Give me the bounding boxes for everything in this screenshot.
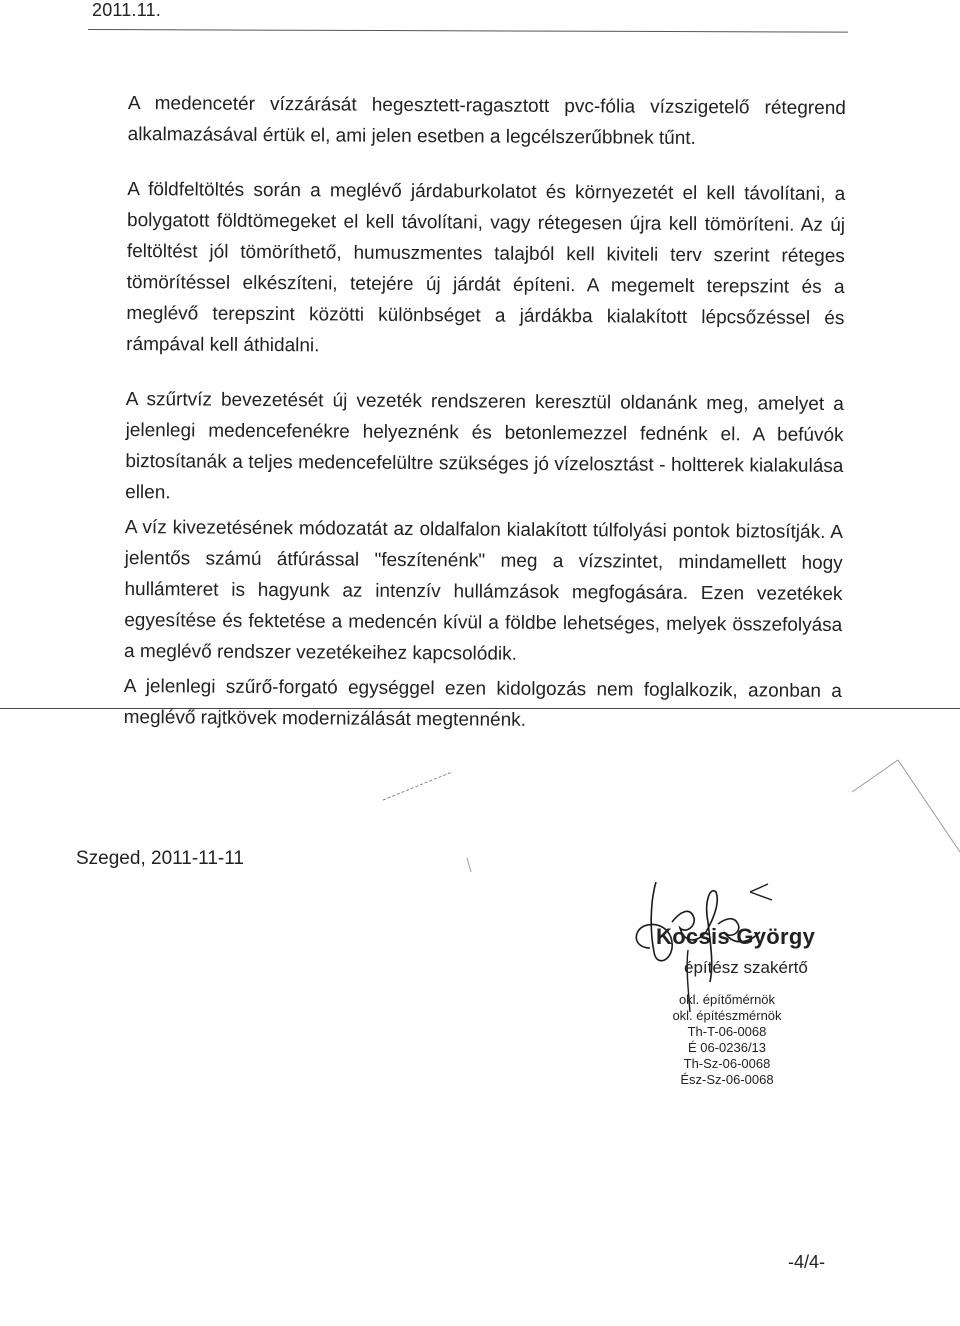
engineer-stamp xyxy=(590,850,830,1100)
credential-line: okl. építőmérnök xyxy=(678,992,776,1007)
stamp-credentials xyxy=(642,992,812,1088)
stamp-title: építész szakértő xyxy=(684,958,808,977)
paragraph-earth-filling: A földfeltöltés során a meglévő járdaburkolatot és környezetét el kell távolítani, a bolygatott földtömegeket el kell távolítani, vagy rétegesen újra kell tömöríteni. Az új feltöltést jól tömöríthető, humuszmentes talajból kell kiviteli terv szerint réteges tömörítéssel elkészíteni, tetejére új járdát építeni. A megemelt terepszint és a meglévő terepszint közötti különbséget a járdákba kialakított lépcsőzéssel és rámpával kell áthidalni. xyxy=(126,178,846,357)
separator-rule xyxy=(0,708,960,709)
paragraph-filter-unit: A jelenlegi szűrő-forgató egységgel ezen kidolgozás nem foglalkozik, azonban a meglévő rajtkövek modernizálását megtennénk. xyxy=(123,675,842,731)
page-number: -4/4- xyxy=(788,1252,826,1272)
body-text xyxy=(123,88,846,762)
header-rule xyxy=(88,29,848,33)
credential-line: É 06-0236/13 xyxy=(687,1040,767,1055)
stamp-name: Kocsis György xyxy=(656,924,816,949)
credential-line: Th-Sz-06-0068 xyxy=(683,1056,771,1071)
paragraph-water-outlet: A víz kivezetésének módozatát az oldalfalon kialakított túlfolyási pontok biztosítják. A jelentős számú átfúrással "feszítenénk" meg a vízszintet, mindamellett hogy hullámteret is hagyunk az intenzív hullámzások megfogására. Ezen vezetékek egyesítése és fektetése a medencén kívül a földbe lehetséges, melyek összefolyása a meglévő rendszer vezetékeihez kapcsolódik. xyxy=(123,516,843,665)
paragraph-pool-waterproofing: A medencetér vízzárását hegesztett-ragasztott pvc-fólia vízszigetelő rétegrend alkalmazásával értük el, ami jelen esetben a legcélszerűbbnek tűnt. xyxy=(127,92,846,149)
credential-line: Ész-Sz-06-0068 xyxy=(680,1072,774,1087)
header-date: 2011.11. xyxy=(92,0,161,20)
credential-line: Th-T-06-0068 xyxy=(687,1024,767,1039)
place-and-date: Szeged, 2011-11-11 xyxy=(76,848,244,869)
paragraph-filtered-water-inlet: A szűrtvíz bevezetését új vezeték rendszeren keresztül oldanánk meg, amelyet a jelenlegi medencefenékre helyeznénk és betonlemezzel fednénk el. A befúvók biztosítanák a teljes medencefelültre szükséges jó vízelosztást - holtterek kialakulása ellen. xyxy=(125,388,844,504)
credential-line: okl. építészmérnök xyxy=(672,1008,782,1023)
